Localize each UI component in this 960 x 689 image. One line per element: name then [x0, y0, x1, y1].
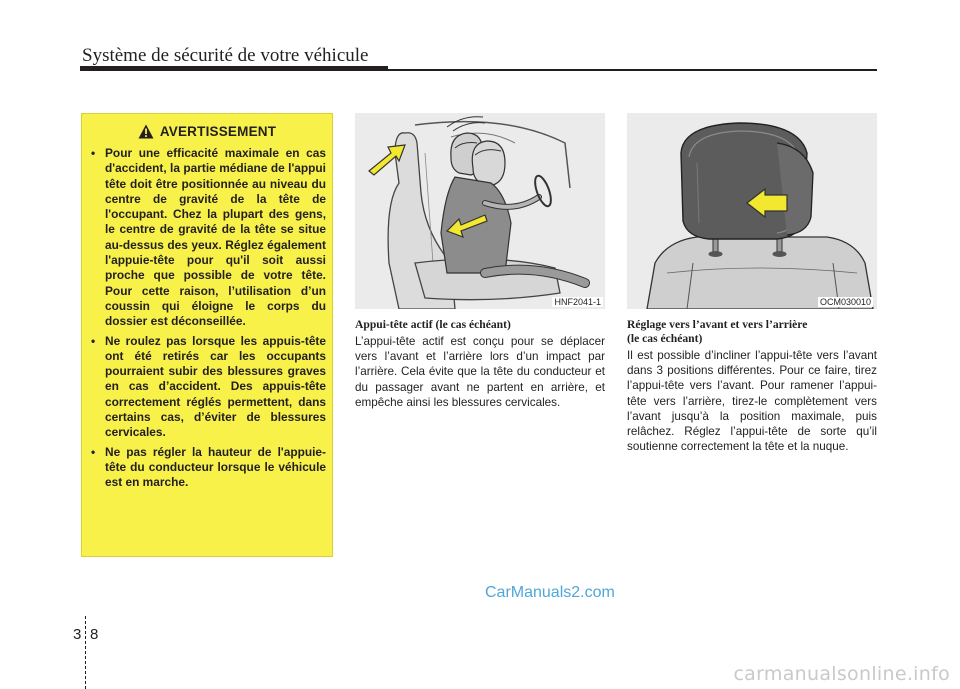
warning-item: • Ne pas régler la hauteur de l'appuie-tête du conducteur lorsque le véhicule est en marche. [90, 445, 326, 491]
header-rule-thin [388, 69, 877, 71]
section-title-adjust [627, 318, 877, 346]
header-rule [80, 66, 388, 71]
warning-header [82, 124, 332, 139]
active-headrest-illustration [355, 113, 605, 309]
chapter-number: 3 [73, 626, 82, 643]
watermark-link[interactable]: CarManuals2.com [485, 584, 615, 601]
figure-code-label: OCM030010 [819, 297, 871, 307]
page-number-divider [85, 616, 87, 689]
section-title-active-headrest: Appui-tête actif (le cas échéant) [355, 318, 511, 331]
headrest-illustration [627, 113, 877, 309]
warning-item: • Ne roulez pas lorsque les appuis-tête ont été retirés car les occupants pourraient subir des blessures graves en cas d’accident. Des appuis-tête correctement réglés permettent, dans certains cas, d’éviter de blessures cervicales. [90, 334, 326, 441]
warning-title: AVERTISSEMENT [159, 124, 277, 139]
warning-triangle-icon [138, 124, 154, 139]
section-body-active-headrest: L’appui-tête actif est conçu pour se déplacer vers l’avant et l’arrière lors d’un impact par l’arrière. Cela évite que la tête du conducteur et du passager avant ne partent en arrière, et empêche ainsi les blessures cervicales. [355, 335, 605, 409]
warning-list [90, 146, 326, 495]
figure-code-label: HNF2041-1 [554, 297, 601, 307]
section-title-line: (le cas échéant) [627, 332, 703, 345]
warning-box [81, 113, 333, 557]
section-title-line: Réglage vers l’avant et vers l’arrière [627, 318, 808, 331]
headrest-adjust-illustration [627, 113, 877, 309]
warning-item: • Pour une efficacité maximale en cas d'accident, la partie médiane de l'appui tête doit être positionnée au niveau du centre de gravité de la tête de l'occupant. Chez la plupart des gens, le centre de gravité de la tête se situe au-dessus des yeux. Réglez également l'appuie-tête pour qu'il soit aussi proche que possible de votre tête. Pour cette raison, l’utilisation d’un coussin qui éloigne le corps du dossier est déconseillée. [90, 146, 326, 330]
page-number: 8 [90, 626, 99, 643]
driver-seat-illustration [355, 113, 605, 309]
section-body-adjust: Il est possible d’incliner l’appui-tête vers l’avant dans 3 positions différentes. Pour ce faire, tirez l’appui-tête vers l’avant. Pour ramener l’appui-tête vers l’arrière, tirez-le complètement vers l’avant jusqu’à la position maximale, puis relâchez. Réglez l’appui-tête de sorte qu’il soutienne correctement la tête et la nuque. [627, 349, 877, 454]
page-header-title: Système de sécurité de votre véhicule [82, 45, 369, 66]
footer-watermark: carmanualsonline.info [733, 663, 950, 685]
